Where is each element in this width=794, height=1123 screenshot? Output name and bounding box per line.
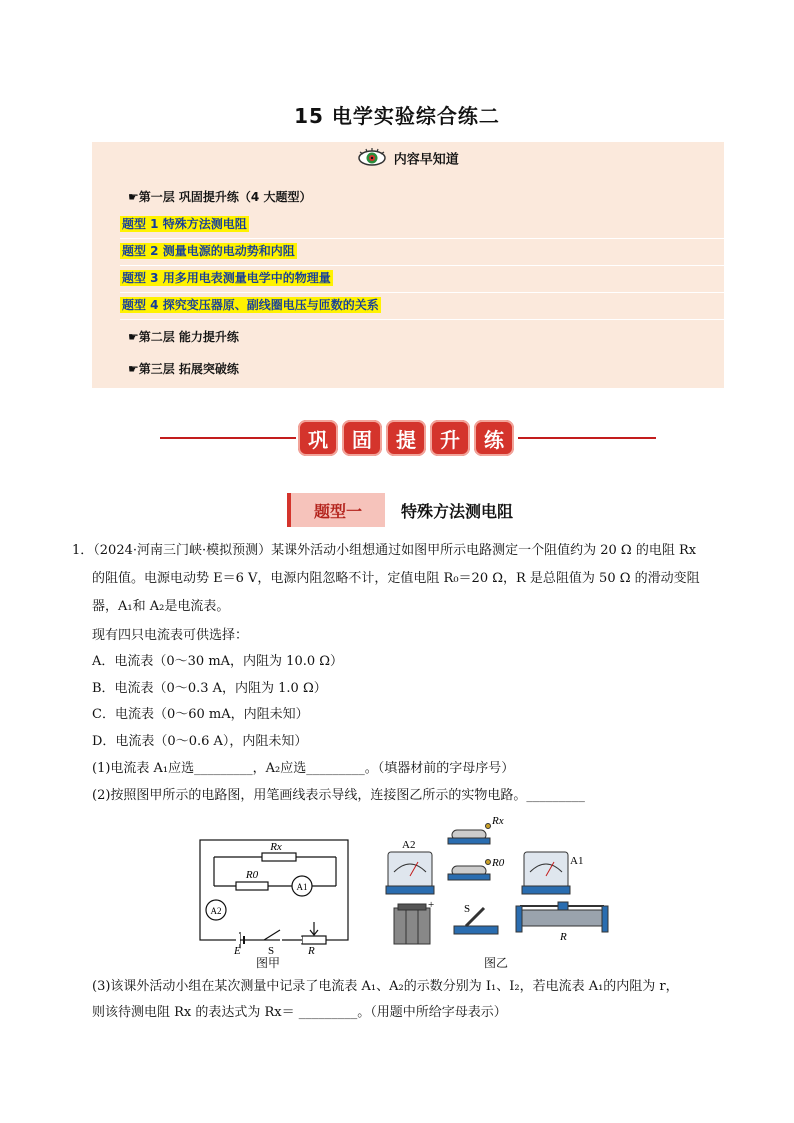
section-banner [160,420,656,456]
label-a2: A2 [210,906,222,916]
switch-icon [454,908,498,934]
ammeter-a1-icon [522,852,570,894]
label-b-r: R [560,931,567,943]
banner-char: 固 [342,420,382,456]
question-line-3: 器，A₁和 A₂是电流表。 [92,599,230,614]
question-line-1: 1．（2024·河南三门峡·模拟预测）某课外活动小组想通过如图甲所示电路测定一个阻值约为 20 Ω 的电阻 Rx [72,543,697,558]
question-type-tag: 题型一 [287,493,385,527]
apparatus-figure [384,812,616,952]
option-a: A．电流表（0～30 mA，内阻为 10.0 Ω） [92,654,344,669]
toc-type-2: 题型 2 测量电源的电动势和内阻 [120,242,724,266]
question-type-header [287,493,513,527]
label-r0: R0 [245,869,259,881]
ammeter-a2-icon [386,852,434,894]
banner-char: 升 [430,420,470,456]
label-s: S [268,945,275,954]
resistor-rx-icon [448,824,491,845]
toc-box [92,142,724,388]
toc-type-4: 题型 4 探究变压器原、副线圈电压与匝数的关系 [120,296,724,320]
label-b-a2: A2 [402,839,416,851]
label-a1: A1 [296,882,308,892]
banner-rule-right [518,437,656,439]
toc-layer3: ☛第三层 拓展突破练 [128,362,239,376]
toc-heading [92,148,724,172]
label-e: E [234,945,241,954]
label-b-rx: Rx [492,815,504,827]
toc-type-1: 题型 1 特殊方法测电阻 [120,215,724,239]
label-b-r0: R0 [492,857,505,869]
sub-question-3a: (3)该课外活动小组在某次测量中记录了电流表 A₁、A₂的示数分别为 I₁、I₂，若电流表 A₁的内阻为 r， [92,979,679,994]
sub-question-1: (1)电流表 A₁应选_________，A₂应选_________。（填器材前的字母序号） [92,761,515,776]
label-rx: Rx [270,841,282,853]
label-b-s: S [464,903,471,915]
label-r: R [308,945,315,954]
toc-type-3: 题型 3 用多用电表测量电学中的物理量 [120,269,724,293]
banner-char: 巩 [298,420,338,456]
label-b-plus: + [428,899,435,911]
option-d: D．电流表（0～0.6 A），内阻未知） [92,734,308,749]
question-line-2: 的阻值。电源电动势 E＝6 V，电源内阻忽略不计，定值电阻 R₀＝20 Ω，R 是总阻值为 50 Ω 的滑动变阻 [92,571,700,586]
option-c: C．电流表（0～60 mA，内阻未知） [92,707,309,722]
rheostat-icon [516,902,608,932]
toc-layer1: ☛第一层 巩固提升练（4 大题型） [128,190,312,204]
caption-figure-a: 图甲 [256,956,281,970]
eye-icon [357,148,387,172]
banner-rule-left [160,437,296,439]
banner-char: 提 [386,420,426,456]
sub-question-2: (2)按照图甲所示的电路图，用笔画线表示导线，连接图乙所示的实物电路。_________ [92,788,585,803]
banner-char: 练 [474,420,514,456]
circuit-diagram [196,834,356,954]
question-type-name: 特殊方法测电阻 [401,501,514,521]
battery-icon [394,904,430,944]
page-title: 15 电学实验综合练二 [294,104,500,128]
option-b: B．电流表（0～0.3 A，内阻为 1.0 Ω） [92,681,327,696]
toc-heading-text: 内容早知道 [393,152,459,168]
label-b-a1: A1 [570,855,584,867]
caption-figure-b: 图乙 [484,956,509,970]
question-line-4: 现有四只电流表可供选择： [92,628,249,643]
resistor-r0-icon [448,860,491,881]
banner-chars [298,420,514,456]
toc-layer2: ☛第二层 能力提升练 [128,330,239,344]
sub-question-3b: 则该待测电阻 Rx 的表达式为 Rx＝ _________。（用题中所给字母表示） [92,1005,507,1020]
